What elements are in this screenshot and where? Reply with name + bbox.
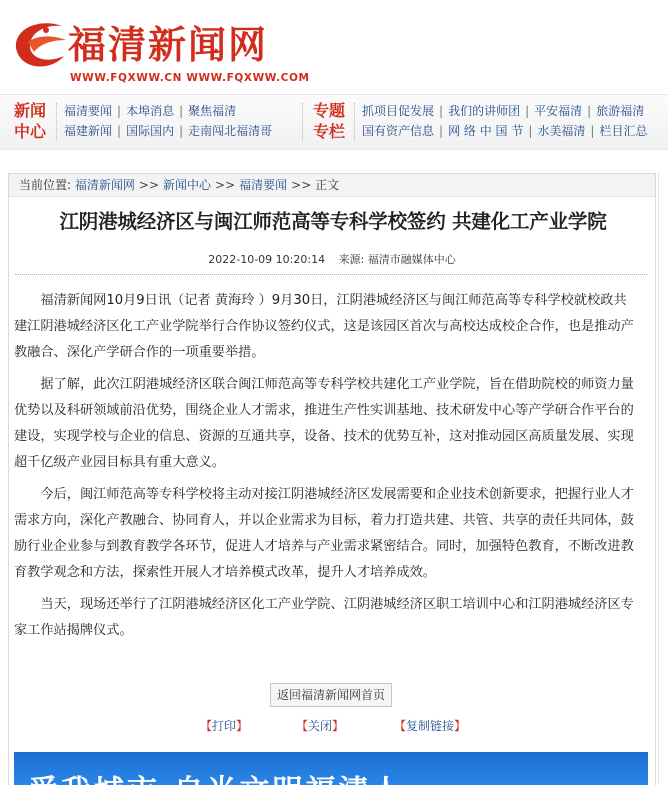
nav-row-news-1: 福清要闻 | 本埠消息 | 聚焦福清 xyxy=(64,104,237,118)
logo-title: 福清新闻网 xyxy=(68,22,269,67)
article-paragraph: 今后，闽江师范高等专科学校将主动对接江阴港城经济区发展需要和企业技术创新要求，把握行业人才需求方向，深化产教融合、协同育人，并以企业需求为目标，着力打造共建、共管、共享的责任共同体，鼓励行业企业参与到教育教学各环节，促进人才培养与产业需求紧密结合。同时，加强特色教育，不断改进教育教学观念和方法，探索性开展人才培养模式改革，提升人才培养成效。 xyxy=(14,487,634,580)
copy-link-button[interactable]: 【复制链接】 xyxy=(394,719,467,733)
breadcrumb-current: 正文 xyxy=(315,178,340,192)
main-nav xyxy=(0,94,668,150)
article-paragraph: 当天，现场还举行了江阴港城经济区化工产业学院、江阴港城经济区职工培训中心和江阴港城经济区专家工作站揭牌仪式。 xyxy=(14,597,634,638)
nav-link-projects[interactable]: 抓项目促发展 xyxy=(362,104,435,118)
nav-link-world-news[interactable]: 国际国内 xyxy=(126,124,175,138)
nav-link-columns[interactable]: 栏目汇总 xyxy=(599,124,648,138)
breadcrumb-prefix: 当前位置: xyxy=(19,178,72,192)
nav-link-state-assets[interactable]: 国有资产信息 xyxy=(362,124,435,138)
article-title: 江阴港城经济区与闽江师范高等专科学校签约 共建化工产业学院 xyxy=(59,210,607,233)
nav-row-special-2: 国有资产信息 | 网 络 中 国 节 | 水美福清 | 栏目汇总 xyxy=(362,124,648,138)
nav-divider xyxy=(302,103,303,141)
print-link[interactable]: 【打印】 xyxy=(200,719,249,733)
divider xyxy=(15,274,647,275)
article-paragraph: 据了解，此次江阴港城经济区联合闽江师范高等专科学校共建化工产业学院，旨在借助院校的师资力量优势以及科研领域前沿优势，围绕企业人才需求，推进生产性实训基地、技术研发中心等产学研合作平台的建设，实现学校与企业的信息、资源的互通共享，设备、技术的优势互补，这对推动园区高质量发展、实现超千亿级产业园目标具有重大意义。 xyxy=(14,377,634,470)
breadcrumb: 当前位置: 福清新闻网 >> 新闻中心 >> 福清要闻 >> 正文 xyxy=(9,174,655,197)
nav-heading-special: 专题 专栏 xyxy=(312,101,345,141)
nav-link-fuqing-news[interactable]: 福清要闻 xyxy=(64,104,113,118)
article-body xyxy=(14,288,639,650)
nav-divider xyxy=(56,103,57,141)
promo-banner[interactable] xyxy=(14,752,648,809)
nav-link-focus-fuqing[interactable]: 聚焦福清 xyxy=(188,104,237,118)
nav-divider xyxy=(354,103,355,141)
logo-urls: WWW.FQXWW.CN WWW.FQXWW.COM xyxy=(70,72,310,84)
article-actions xyxy=(9,717,655,735)
nav-row-news-2: 福建新闻 | 国际国内 | 走南闯北福清哥 xyxy=(64,124,273,138)
article-source: 来源: 福清市融媒体中心 xyxy=(338,253,456,266)
nav-link-local-news[interactable]: 本埠消息 xyxy=(126,104,175,118)
article-datetime: 2022-10-09 10:20:14 xyxy=(208,253,326,266)
breadcrumb-fuqing-news[interactable]: 福清要闻 xyxy=(239,178,288,192)
nav-link-travel-fuqing[interactable]: 旅游福清 xyxy=(596,104,645,118)
breadcrumb-home[interactable]: 福清新闻网 xyxy=(74,178,135,192)
breadcrumb-news-center[interactable]: 新闻中心 xyxy=(163,178,212,192)
article-meta xyxy=(9,251,655,267)
article-paragraph: 福清新闻网10月9日讯（记者 黄海玲 ）9月30日，江阴港城经济区与闽江师范高等专科学校就校政共建江阴港城经济区化工产业学院举行合作协议签约仪式，这是该园区首次与高校达成校企合作，也是推动产教融合、深化产学研合作的一项重要举措。 xyxy=(14,293,634,360)
site-logo[interactable] xyxy=(6,14,310,88)
bird-logo-icon xyxy=(6,16,72,76)
nav-link-safe-fuqing[interactable]: 平安福清 xyxy=(534,104,583,118)
article-container xyxy=(8,173,656,809)
page-edge xyxy=(658,173,669,784)
nav-link-festival[interactable]: 网 络 中 国 节 xyxy=(448,124,524,138)
nav-row-special-1: 抓项目促发展 | 我们的讲师团 | 平安福清 | 旅游福清 xyxy=(362,104,645,118)
close-link[interactable]: 【关闭】 xyxy=(296,719,345,733)
banner-text: 爱我城市 自当文明福清人 xyxy=(28,774,405,809)
nav-link-water-fuqing[interactable]: 水美福清 xyxy=(537,124,586,138)
back-home-button[interactable]: 返回福清新闻网首页 xyxy=(270,683,392,707)
nav-link-lecturers[interactable]: 我们的讲师团 xyxy=(448,104,521,118)
nav-link-fuqing-abroad[interactable]: 走南闯北福清哥 xyxy=(188,124,273,138)
nav-heading-news-center: 新闻 中心 xyxy=(13,101,46,141)
nav-link-fujian-news[interactable]: 福建新闻 xyxy=(64,124,113,138)
